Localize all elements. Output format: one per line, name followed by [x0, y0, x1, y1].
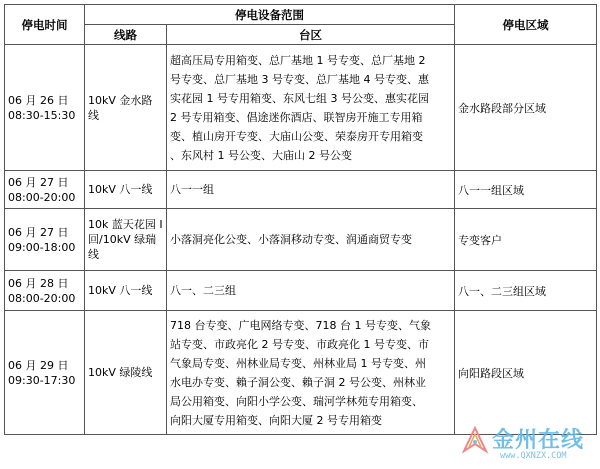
line-cell [85, 209, 167, 271]
area-cell [167, 271, 455, 311]
power-outage-table [4, 4, 597, 435]
area-text: 水电办专变、賴子洞公变、賴子洞 2 号公变、州林业 [170, 375, 426, 389]
area-cell [167, 209, 455, 271]
line-cell [85, 171, 167, 209]
line-text: 10kV 金水路线 [88, 93, 153, 122]
line-text: 10kV 绿陵线 [88, 366, 153, 379]
region-cell: 八一一组区域 [455, 171, 597, 209]
header-row [5, 5, 597, 25]
area-text: 2 号专用箱变、倡途迷你酒店、联智房开施工专用箱 [170, 110, 423, 124]
table-row [5, 311, 597, 435]
outage-date: 06 月 26 日 [8, 93, 69, 107]
table-row [5, 171, 597, 209]
area-cell [167, 45, 455, 171]
area-text: 、东风村 1 号公变、大庙山 2 号公变 [170, 148, 352, 162]
outage-time-cell [5, 171, 85, 209]
outage-hours: 09:30-17:30 [8, 373, 76, 387]
line-text: 线 [88, 248, 99, 261]
outage-hours: 09:00-18:00 [8, 240, 76, 254]
outage-time-cell [5, 45, 85, 171]
line-text: 10k 蓝天花园 I [88, 218, 163, 231]
area-text: 小落洞亮化公变、小落洞移动专变、润通商贸专变 [170, 233, 412, 246]
watermark-url: www.QXNZX.COM [500, 451, 567, 461]
area-text: 变、植山房开专变、大庙山公变、荣泰房开专用箱变 [170, 129, 423, 143]
outage-time-cell [5, 209, 85, 271]
outage-date: 06 月 29 日 [8, 358, 69, 372]
line-cell [85, 271, 167, 311]
header-time: 停电时间 [5, 5, 85, 45]
table-row [5, 209, 597, 271]
outage-time-cell [5, 311, 85, 435]
outage-time-cell [5, 271, 85, 311]
area-text: 超高压局专用箱变、总厂基地 1 号专变、总厂基地 2 [170, 53, 426, 67]
outage-date: 06 月 27 日 [8, 225, 69, 239]
site-watermark [460, 423, 592, 465]
kite-logo-icon [460, 425, 490, 455]
area-text: 718 台专变、广电网络专变、718 台 1 号专变、气象 [170, 318, 431, 332]
header-equipment-scope: 停电设备范围 [85, 5, 455, 25]
header-outage-region: 停电区域 [455, 5, 597, 45]
region-cell: 八一、二三组区域 [455, 271, 597, 311]
area-text: 八一一组 [170, 183, 214, 196]
outage-date: 06 月 27 日 [8, 175, 69, 189]
outage-hours: 08:00-20:00 [8, 190, 76, 204]
outage-hours: 08:30-15:30 [8, 108, 76, 122]
area-text: 实花园 1 号专用箱变、东风七组 3 号公变、惠实花园 [170, 91, 429, 105]
region-cell: 向阳路段区域 [455, 311, 597, 435]
region-cell: 金水路段部分区域 [455, 45, 597, 171]
line-cell [85, 311, 167, 435]
area-text: 八一、二三组 [170, 284, 236, 297]
area-text: 局公用箱变、向阳小学公变、瑞河学林苑专用箱变、 [170, 394, 423, 408]
header-area: 台区 [167, 25, 455, 45]
area-text: 站专变、市政亮化 2 号专变、市政亮化 1 号专变、市 [170, 337, 429, 351]
region-cell: 专变客户 [455, 209, 597, 271]
area-text: 气象局专变、州林业局专变、州林业局 1 号专变、州 [170, 356, 426, 370]
area-text: 向阳大厦专用箱变、向阳大厦 2 号专用箱变 [170, 413, 382, 427]
table-row [5, 45, 597, 171]
table-row [5, 271, 597, 311]
outage-hours: 08:00-20:00 [8, 291, 76, 305]
header-line: 线路 [85, 25, 167, 45]
line-text: 10kV 八一线 [88, 183, 153, 196]
area-cell [167, 171, 455, 209]
watermark-title: 金州在线 [492, 428, 585, 453]
line-text: 10kV 八一线 [88, 284, 153, 297]
line-cell [85, 45, 167, 171]
outage-date: 06 月 28 日 [8, 276, 69, 290]
line-text: 回/10kV 绿瑞 [88, 233, 157, 246]
area-cell [167, 311, 455, 435]
area-text: 号专变、总厂基地 3 号专变、总厂基地 4 号专变、惠 [170, 72, 429, 86]
